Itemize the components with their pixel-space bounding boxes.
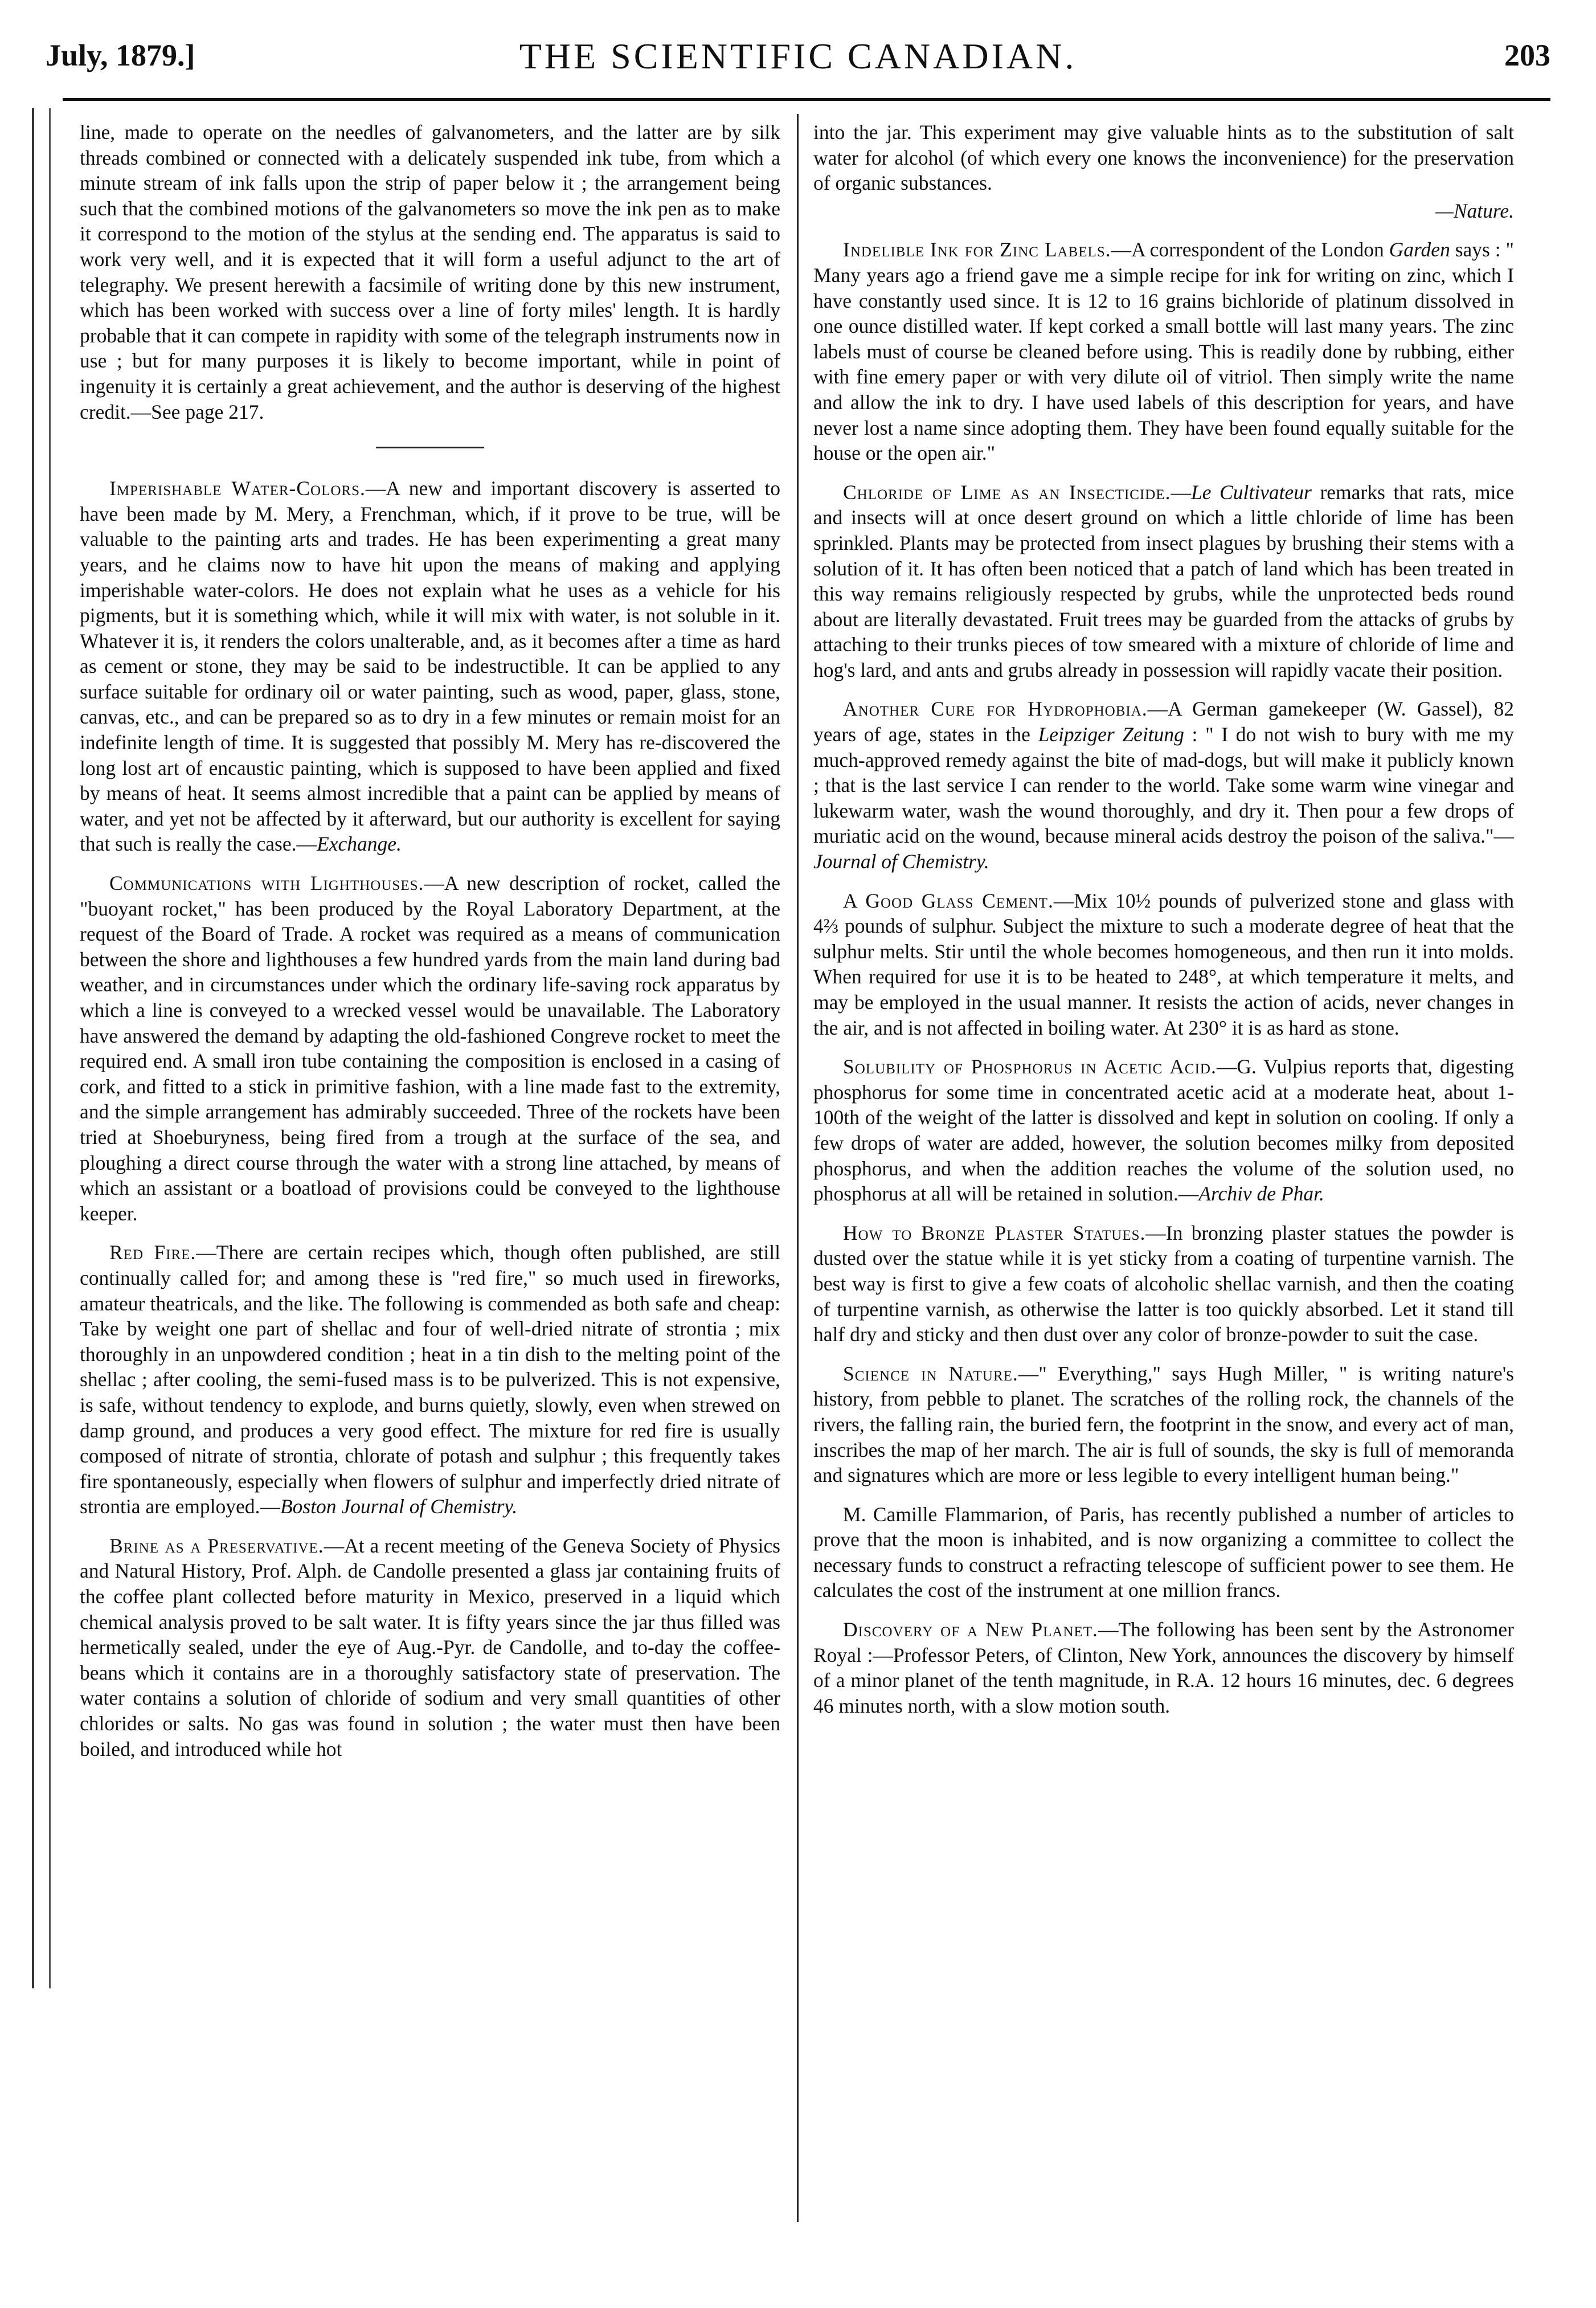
article-heading: How to Bronze Plaster Statues. — [843, 1221, 1146, 1244]
article-source: Archiv de Phar. — [1198, 1182, 1324, 1206]
article-lighthouses: Communications with Lighthouses.—A new description of rocket, called the "buoyant rocket," has been produced by the Royal Laboratory Department, at the request of the Board of Trade. A rocket was required as a means of communication between the shore and lighthouses a few hundred yards from the main land during bad weather, and in circumstances under which the ordinary life-saving rock apparatus by which a line is conveyed to a wrecked vessel would be unavailable. The Laboratory have answered the demand by adapting the old-fashioned Congreve rocket to meet the required end. A small iron tube containing the composition is enclosed in a casing of cork, and fitted to a stick in primitive fashion, with a line made fast to the extremity, and the simple arrangement has admirably succeeded. Three of the rockets have been tried at Shoeburyness, being fired from a trough at the surface of the sea, and ploughing a direct course through the water with a strong line attached, by means of which an assistant or a boatload of provisions could be conveyed to the lighthouse keeper. — [80, 872, 780, 1225]
article-telegraph-continued: line, made to operate on the needles of galvanometers, and the latter are by silk threads combined or connected with a delicately suspended ink tube, from which a minute stream of ink falls upon the strip of paper below it ; the arrangement being such that the combined motions of the galvanometers so move the ink pen as to make it correspond to the motion of the stylus at the sending end. The apparatus is said to work very well, and it is expected that it will form a useful adjunct to the art of telegraphy. We present herewith a facsimile of writing done by this new instrument, which has been worked with success over a line of forty miles' length. It is hardly probable that it can compete in rapidity with some of the telegraph instruments now in use ; but for many purposes it is likely to become important, while in point of ingenuity it is certainly a great achievement, and the author is deserving of the highest credit.—See page 217. — [80, 121, 780, 423]
article-heading: Indelible Ink for Zinc Labels. — [843, 238, 1111, 262]
column-divider — [797, 114, 799, 2222]
section-ornament — [80, 442, 780, 453]
issue-date: July, 1879.] — [46, 38, 195, 72]
article-heading: Solubility of Phosphorus in Acetic Acid. — [843, 1055, 1217, 1079]
article-heading: Imperishable Water-Colors. — [109, 477, 366, 500]
article-flammarion: M. Camille Flammarion, of Paris, has recently published a number of articles to prove that the moon is inhabited, and is now organizing a committee to collect the necessary funds to construct a refracting telescope of sufficient power to see them. He calculates the cost of the instrument at one million francs. — [813, 1502, 1514, 1602]
article-heading: A Good Glass Cement. — [843, 889, 1054, 912]
article-byline: —Nature. — [1435, 199, 1514, 222]
article-chloride-lime: Chloride of Lime as an Insecticide.—Le Cultivateur remarks that rats, mice and insects will at once desert ground on which a little chloride of lime has been sprinkled. Plants may be protected from insect plagues by brushing their stems with a solution of it. It has often been noticed that a patch of land which has been treated in this way remains religiously respected by grubs, while the unprotected beds round about are literally devastated. Fruit trees may be guarded from the attacks of grubs by attaching to their trunks pieces of tow smeared with a mixture of chloride of lime and hog's lard, and ants and grubs already in possession will rapidly vacate their position. — [813, 480, 1514, 681]
article-heading: Brine as a Preservative. — [109, 1534, 324, 1557]
article-new-planet: Discovery of a New Planet.—The following has been sent by the Astronomer Royal :—Professor Peters, of Clinton, New York, announces the discovery by himself of a minor planet of the tenth magnitude, in R.A. 12 hours 16 minutes, dec. 6 degrees 46 minutes north, with a slow motion south. — [813, 1618, 1514, 1717]
article-red-fire: Red Fire.—There are certain recipes which, though often published, are still continually called for; and among these is "red fire," so much used in fireworks, amateur theatricals, and the like. The following is commended as both safe and cheap: Take by weight one part of shellac and four of well-dried nitrate of strontia ; mix thoroughly in an unpowdered condition ; heat in a tin dish to the melting point of the shellac ; after cooling, the semi-fused mass is to be pulverized. This is not expensive, is safe, without tendency to explode, and burns quietly, slowly, even when strewed on damp ground, and produces a very good effect. The mixture for red fire is usually composed of nitrate of strontia, chlorate of potash and sulphur ; this frequently takes fire spontaneously, especially when flowers of sulphur and imperfectly dried nitrate of strontia are employed.—Boston Journal of Chemistry. — [80, 1241, 780, 1518]
article-source: Le Cultivateur — [1191, 480, 1312, 504]
article-heading: Science in Nature. — [843, 1362, 1018, 1385]
article-source: Journal of Chemistry. — [813, 850, 989, 873]
binding-margin-rules — [32, 108, 51, 1988]
article-zinc-labels: Indelible Ink for Zinc Labels.—A correspondent of the London Garden says : " Many years ago a friend gave me a simple recipe for ink for writing on zinc, which I have constantly used since. It is 12 to 16 grains bichloride of platinum dissolved in one ounce distilled water. If kept corked a small bottle will last many years. The zinc labels must of course be cleaned before using. This is readily done by rubbing, either with fine emery paper or with very dilute oil of vitriol. Then simply write the name and allow the ink to dry. I have used labels of this description for years, and have never lost a name since adopting them. They have been found equally suitable for the house or the open air." — [813, 238, 1514, 465]
article-hydrophobia: Another Cure for Hydrophobia.—A German gamekeeper (W. Gassel), 82 years of age, states in the Leipziger Zeitung : " I do not wish to bury with me my much-approved remedy against the bite of mad-dogs, but will make it publicly known ; that is the last service I can render to the world. Take some warm wine vinegar and lukewarm water, wash the wound thoroughly, and dry it. Then pour a few drops of muriatic acid on the wound, because mineral acids destroy the poison of the saliva."—Journal of Chemistry. — [813, 697, 1514, 873]
article-heading: Chloride of Lime as an Insecticide. — [843, 480, 1171, 504]
article-brine-continued: into the jar. This experiment may give valuable hints as to the substitution of salt water for alcohol (of which every one knows the inconvenience) for the preservation of organic substances. — [813, 121, 1514, 195]
article-heading: Discovery of a New Planet. — [843, 1618, 1098, 1641]
article-heading: Another Cure for Hydrophobia. — [843, 697, 1148, 721]
article-brine: Brine as a Preservative.—At a recent meeting of the Geneva Society of Physics and Natural History, Prof. Alph. de Candolle presented a glass jar containing fruits of the coffee plant collected before maturity in Mexico, preserved in a liquid which chemical analysis proved to be salt water. It is fifty years since the jar thus filled was hermetically sealed, under the eye of Aug.-Pyr. de Candolle, and to-day the coffee-beans which it contains are in a thoroughly satisfactory state of preservation. The water contains a solution of chloride of sodium and very small quantities of other chlorides or salts. No gas was found in solution ; the water must then have been boiled, and introduced while hot — [80, 1534, 780, 1760]
article-bronze-statues: How to Bronze Plaster Statues.—In bronzing plaster statues the powder is dusted over the statue while it is yet sticky from a coating of turpentine varnish. The best way is first to give a few coats of alcoholic shellac varnish, and then the coating of turpentine varnish, as otherwise the latter is too quickly absorbed. Let it stand till half dry and sticky and then dust over any color of bronze-powder to suit the case. — [813, 1221, 1514, 1346]
article-source: Exchange. — [317, 832, 402, 856]
left-column — [80, 120, 780, 1775]
header-rule — [63, 98, 1550, 101]
article-heading: Communications with Lighthouses. — [109, 872, 424, 895]
page-header — [46, 30, 1550, 92]
article-phosphorus: Solubility of Phosphorus in Acetic Acid.—G. Vulpius reports that, digesting phosphorus for some time in concentrated acetic acid at a moderate heat, about 1-100th of the weight of the latter is dissolved and kept in solution on cooling. If only a few drops of water are added, however, the solution becomes milky from deposited phosphorus, and when the addition reaches the volume of the solution used, no phosphorus at all will be retained in solution.—Archiv de Phar. — [813, 1055, 1514, 1206]
page-number: 203 — [1504, 38, 1550, 72]
journal-title: THE SCIENTIFIC CANADIAN. — [519, 36, 1077, 76]
article-glass-cement: A Good Glass Cement.—Mix 10½ pounds of pulverized stone and glass with 4⅔ pounds of sulphur. Subject the mixture to such a moderate degree of heat that the sulphur melts. Stir until the whole becomes homogeneous, and then run it into molds. When required for use it is to be heated to 248°, at which temperature it melts, and may be employed in the usual manner. It resists the action of acids, never changes in the air, and is not affected in boiling water. At 230° it is as hard as stone. — [813, 889, 1515, 1039]
article-water-colors: Imperishable Water-Colors.—A new and important discovery is asserted to have been made by M. Mery, a Frenchman, which, if it prove to be true, will be valuable to the painting arts and trades. He has been experimenting a great many years, and he claims now to have hit upon the means of making and applying imperishable water-colors. He does not explain what he uses as a vehicle for his pigments, but it is something which, while it will mix with water, is not soluble in it. Whatever it is, it renders the colors unalterable, and, as it becomes after a time as hard as cement or stone, they may be said to be indestructible. It can be applied to any surface suitable for ordinary oil or water painting, such as wood, paper, glass, stone, canvas, etc., and can be prepared so as to dry in a few minutes or remain moist for an indefinite length of time. It is suggested that possibly M. Mery has re-discovered the long lost art of encaustic painting, which is supposed to have been applied and fixed by means of heat. It seems almost incredible that a paint can be applied by means of water, and yet not be affected by it afterward, but our authority is excellent for saying that such is really the case.—Exchange. — [80, 477, 781, 856]
article-source: Boston Journal of Chemistry. — [280, 1495, 518, 1518]
article-heading: Red Fire. — [109, 1241, 197, 1264]
right-column — [813, 120, 1514, 1732]
article-science-nature: Science in Nature.—" Everything," says Hugh Miller, " is writing nature's history, from pebble to planet. The scratches of the rolling rock, the channels of the rivers, the falling rain, the buried fern, the footprint in the snow, and every act of man, inscribes the map of her march. The air is full of sounds, the sky is full of memoranda and signatures which are more or less legible to every intelligent human being." — [813, 1362, 1514, 1487]
